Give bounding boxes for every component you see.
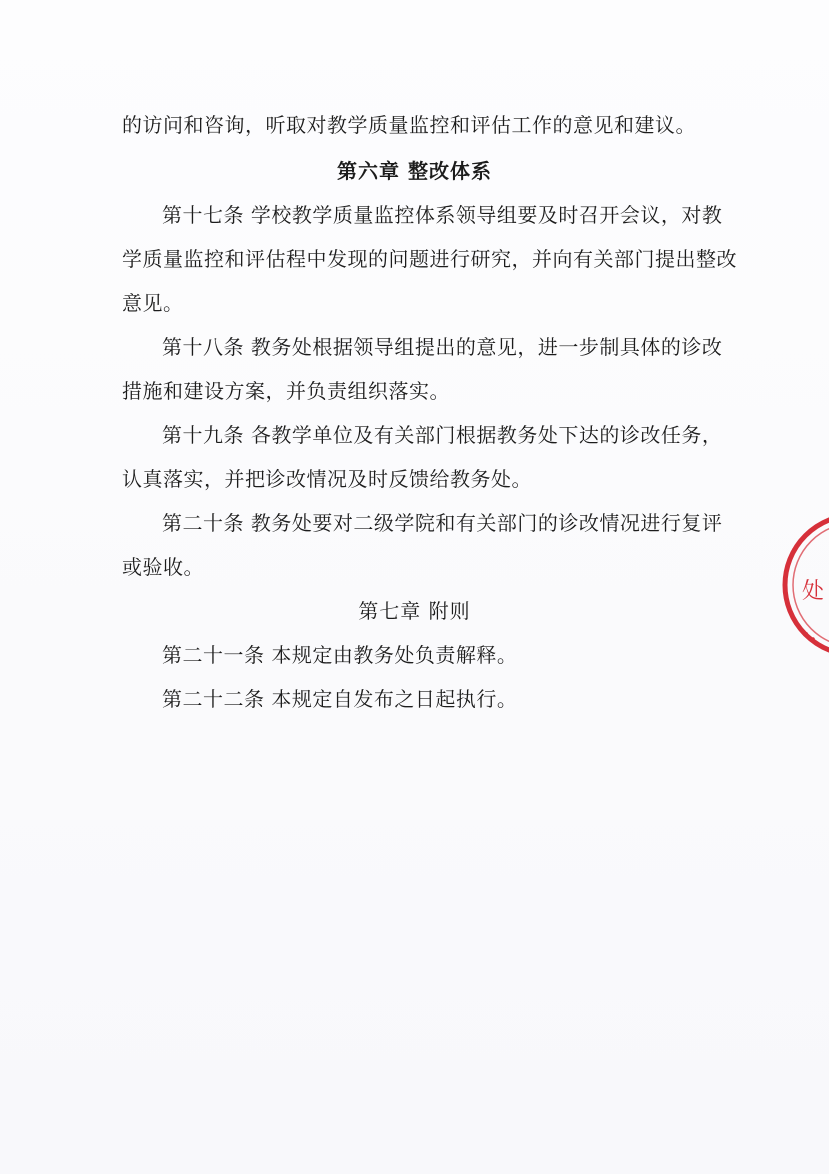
- article-17-line-1: 第十七条 学校教学质量监控体系领导组要及时召开会议，对教: [162, 203, 723, 227]
- chapter-6-title: 第六章 整改体系: [337, 159, 492, 183]
- seal-dot: [798, 626, 802, 630]
- article-22: 第二十二条 本规定自发布之日起执行。: [162, 687, 518, 711]
- seal-dot: [792, 548, 796, 552]
- article-19-line-1: 第十九条 各教学单位及有关部门根据教务处下达的诊改任务，: [162, 423, 723, 447]
- article-19-line-2: 认真落实，并把诊改情况及时反馈给教务处。: [122, 467, 532, 491]
- article-21: 第二十一条 本规定由教务处负责解释。: [162, 643, 518, 667]
- seal-fragment-text: 处: [802, 579, 825, 604]
- article-17-line-2: 学质量监控和评估程中发现的问题进行研究，并向有关部门提出整改: [122, 247, 737, 271]
- article-18-line-1: 第十八条 教务处根据领导组提出的意见，进一步制具体的诊改: [162, 335, 723, 359]
- seal-dot: [804, 632, 808, 636]
- article-20-line-1: 第二十条 教务处要对二级学院和有关部门的诊改情况进行复评: [162, 511, 723, 535]
- article-18-line-2: 措施和建设方案，并负责组织落实。: [122, 379, 450, 403]
- continuation-line: 的访问和咨询，听取对教学质量监控和评估工作的意见和建议。: [122, 113, 696, 137]
- article-20-line-2: 或验收。: [122, 555, 204, 579]
- article-17-line-3: 意见。: [122, 291, 184, 315]
- seal-dot: [811, 637, 815, 641]
- chapter-7-title: 第七章 附则: [358, 599, 471, 623]
- official-seal: [780, 510, 829, 660]
